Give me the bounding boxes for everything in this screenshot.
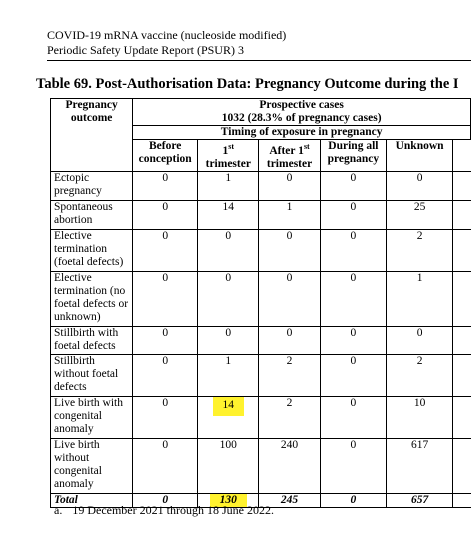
cell-after: 2: [259, 354, 320, 396]
cell-after: 0: [259, 271, 320, 326]
cell-first: 100: [198, 438, 259, 493]
cell-first: 0: [198, 229, 259, 271]
cell-during: 0: [320, 396, 386, 438]
col-header-before: Before conception: [133, 140, 198, 172]
cell-before: 0: [133, 271, 198, 326]
row-outcome: Ectopic pregnancy: [51, 171, 133, 200]
col-header-timing: Timing of exposure in pregnancy: [133, 126, 471, 140]
cell-during: 0: [320, 229, 386, 271]
cell-cutoff: [453, 493, 471, 507]
cell-unknown: 10: [387, 396, 453, 438]
cell-cutoff: [453, 200, 471, 229]
prospective-count: 1032 (28.3% of pregnancy cases): [221, 112, 382, 124]
cell-after: 240: [259, 438, 320, 493]
cell-unknown: 1: [387, 271, 453, 326]
cell-unknown: 25: [387, 200, 453, 229]
col-header-outcome: Pregnancy outcome: [51, 99, 133, 172]
cell-unknown: 2: [387, 229, 453, 271]
table-row: [51, 271, 471, 326]
footnote-text: 19 December 2021 through 18 June 2022.: [72, 503, 274, 517]
cell-after: 2: [259, 396, 320, 438]
row-outcome: Spontaneous abortion: [51, 200, 133, 229]
prospective-label: Prospective cases: [259, 99, 344, 111]
cell-during: 0: [320, 326, 386, 354]
highlight-marker: 130: [210, 494, 247, 507]
cell-after: 0: [259, 171, 320, 200]
cell-first: 0: [198, 326, 259, 354]
cell-cutoff: [453, 438, 471, 493]
header-divider: [47, 60, 471, 61]
table-row: [51, 326, 471, 354]
header-product-title: COVID-19 mRNA vaccine (nucleoside modified): [47, 28, 287, 42]
cell-cutoff: [453, 171, 471, 200]
row-outcome: Live birth without congenital anomaly: [51, 438, 133, 493]
table-row: [51, 171, 471, 200]
cell-before: 0: [133, 200, 198, 229]
cell-unknown: 2: [387, 354, 453, 396]
cell-unknown: 617: [387, 438, 453, 493]
header-report-title: Periodic Safety Update Report (PSUR) 3: [47, 43, 244, 57]
total-unknown: 657: [387, 493, 453, 507]
cell-first: 14: [198, 200, 259, 229]
table-row: [51, 354, 471, 396]
table-row: [51, 229, 471, 271]
cell-during: 0: [320, 200, 386, 229]
col-header-during: During all pregnancy: [320, 140, 386, 172]
row-outcome: Live birth with congenital anomaly: [51, 396, 133, 438]
table-row: [51, 396, 471, 438]
cell-before: 0: [133, 171, 198, 200]
table-row: [51, 438, 471, 493]
cell-first: 1: [198, 354, 259, 396]
col-header-prospective: [133, 99, 471, 126]
cell-cutoff: [453, 229, 471, 271]
cell-cutoff: [453, 354, 471, 396]
row-outcome: Elective termination (foetal defects): [51, 229, 133, 271]
col-header-first-trimester: 1st trimester: [198, 140, 259, 172]
col-header-unknown: Unknown: [387, 140, 453, 172]
cell-first: 1: [198, 171, 259, 200]
document-header: [47, 28, 286, 58]
cell-before: 0: [133, 396, 198, 438]
total-before: 0: [133, 493, 198, 507]
cell-cutoff: [453, 326, 471, 354]
cell-after: 0: [259, 229, 320, 271]
cell-unknown: 0: [387, 171, 453, 200]
pregnancy-outcome-table: [50, 98, 471, 508]
header-row-1: [51, 99, 471, 126]
cell-before: 0: [133, 326, 198, 354]
cell-before: 0: [133, 438, 198, 493]
cell-during: 0: [320, 271, 386, 326]
total-during: 0: [320, 493, 386, 507]
table-caption: Table 69. Post-Authorisation Data: Pregnancy Outcome during the I: [36, 76, 459, 92]
total-after: 245: [259, 493, 320, 507]
table-footnote: [54, 503, 284, 518]
table-row: [51, 200, 471, 229]
row-outcome: Stillbirth without foetal defects: [51, 354, 133, 396]
cell-cutoff: [453, 271, 471, 326]
cell-after: 1: [259, 200, 320, 229]
col-header-cutoff: [453, 140, 471, 172]
row-outcome: Stillbirth with foetal defects: [51, 326, 133, 354]
cell-during: 0: [320, 438, 386, 493]
footnote-marker: a.: [54, 503, 63, 517]
cell-before: 0: [133, 229, 198, 271]
cell-during: 0: [320, 171, 386, 200]
col-header-after-first: After 1st trimester: [259, 140, 320, 172]
cell-during: 0: [320, 354, 386, 396]
cell-first: 0: [198, 271, 259, 326]
cell-cutoff: [453, 396, 471, 438]
cell-unknown: 0: [387, 326, 453, 354]
cell-before: 0: [133, 354, 198, 396]
cell-first-highlighted: [198, 396, 259, 438]
highlight-marker: 14: [213, 397, 245, 416]
row-outcome: Elective termination (no foetal defects or unknown): [51, 271, 133, 326]
cell-after: 0: [259, 326, 320, 354]
total-label: Total: [51, 493, 133, 507]
